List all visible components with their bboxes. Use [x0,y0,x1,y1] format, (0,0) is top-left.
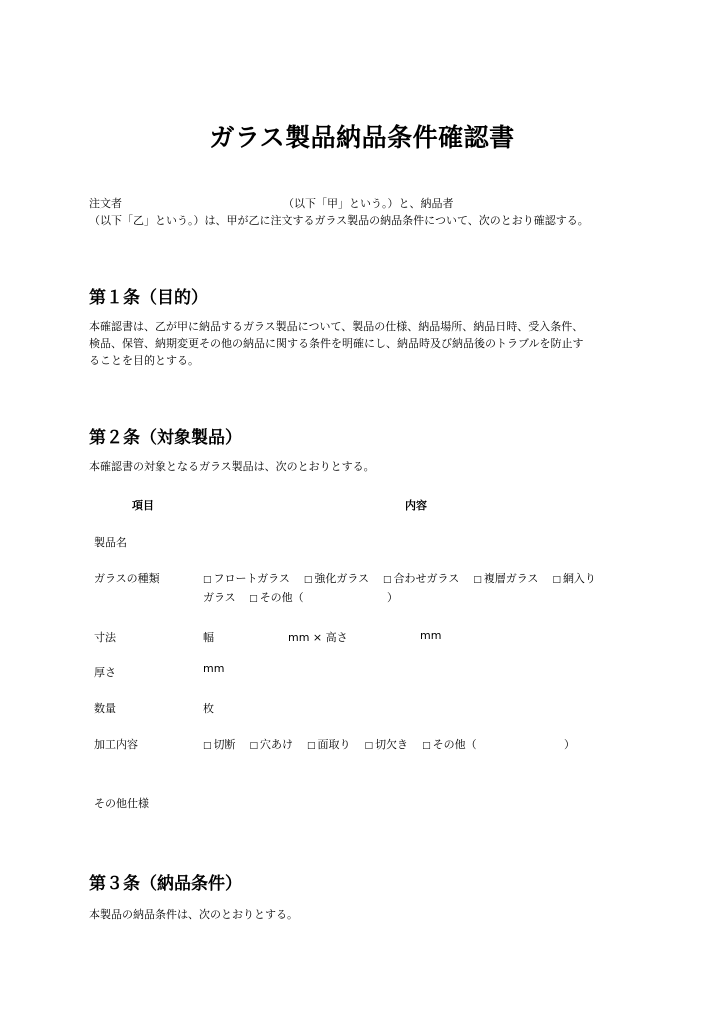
article3-heading: 第３条（納品条件） [89,874,242,894]
article3-text: 本製品の納品条件は、次のとおりとする。 [89,908,298,921]
checkbox-icon[interactable]: □ [473,575,482,585]
processing-option-chamfer[interactable]: □ 面取り [307,738,351,751]
row-label-other-spec: その他仕様 [94,797,149,810]
processing-option-notch[interactable]: □ 切欠き [364,738,409,751]
glass-option-wired-cont: ガラス [203,591,236,604]
intro-line1-rest: （以下「甲」という。）と、納品者 [283,197,454,210]
dimension-mm-unit: mm [420,629,442,642]
glass-type-options-line1 [203,570,596,586]
row-label-processing: 加工内容 [94,738,138,751]
checkbox-icon[interactable]: □ [303,575,313,585]
glass-option-tempered[interactable]: □ 強化ガラス [303,572,370,585]
document-title: ガラス製品納品条件確認書 [209,123,515,152]
table-header-item: 項目 [132,499,154,512]
row-label-glass-type: ガラスの種類 [94,572,160,585]
quantity-unit: 枚 [203,702,214,715]
dimension-height-label: mm × 高さ [288,631,348,644]
checkbox-icon[interactable]: □ [422,741,431,751]
intro-orderer-label: 注文者 [89,197,122,210]
intro-line2: （以下「乙」という。）は、甲が乙に注文するガラス製品の納品条件について、次のとおり確認する。 [89,214,589,227]
checkbox-icon[interactable]: □ [203,575,212,585]
article1-line-1: 本確認書は、乙が甲に納品するガラス製品について、製品の仕様、納品場所、納品日時、受入条件、 [89,320,584,333]
dimension-width-label: 幅 [203,631,214,644]
checkbox-icon[interactable]: □ [203,741,212,751]
processing-options [203,736,477,752]
article1-line-2: 検品、保管、納期変更その他の納品に関する条件を明確にし、納品時及び納品後のトラブルを防止す [89,337,584,350]
glass-option-wired[interactable]: □ 網入り [552,572,596,585]
processing-other-close: ） [564,738,575,751]
glass-option-float[interactable]: □ フロートガラス [203,572,290,585]
glass-other-close: ） [387,591,398,604]
row-label-thickness: 厚さ [94,666,116,679]
article1-line-3: ることを目的とする。 [89,354,199,367]
article2-text: 本確認書の対象となるガラス製品は、次のとおりとする。 [89,460,375,473]
processing-option-other[interactable]: □ その他（ [422,738,477,751]
checkbox-icon[interactable]: □ [383,575,392,585]
glass-option-double[interactable]: □ 複層ガラス [473,572,539,585]
glass-option-other[interactable]: □ その他（ [249,591,304,604]
row-label-product-name: 製品名 [94,536,127,549]
thickness-unit: mm [203,662,225,675]
glass-type-options-line2 [203,589,304,605]
checkbox-icon[interactable]: □ [249,594,258,604]
article2-heading: 第２条（対象製品） [89,428,242,448]
checkbox-icon[interactable]: □ [249,741,259,751]
checkbox-icon[interactable]: □ [552,575,561,585]
glass-option-laminated[interactable]: □ 合わせガラス [383,572,460,585]
row-label-dimensions: 寸法 [94,631,116,644]
row-label-quantity: 数量 [94,702,116,715]
article1-heading: 第１条（目的） [89,288,208,308]
checkbox-icon[interactable]: □ [307,741,316,751]
table-header-content: 内容 [405,499,427,512]
processing-option-drill[interactable]: □ 穴あけ [249,738,294,751]
checkbox-icon[interactable]: □ [364,741,374,751]
processing-option-cut[interactable]: □ 切断 [203,738,236,751]
